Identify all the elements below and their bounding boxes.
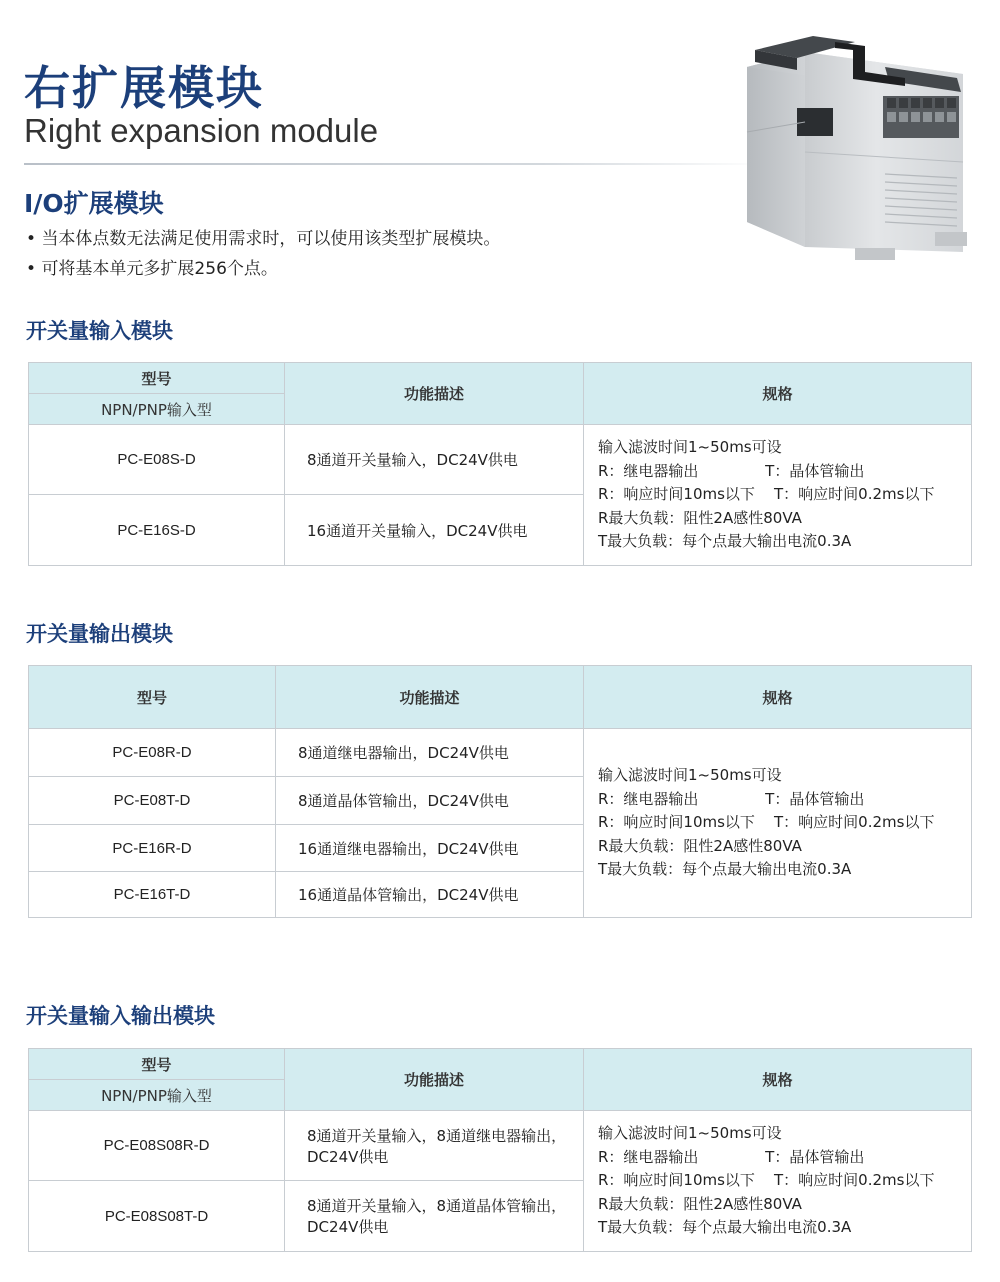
description-cell: 8通道晶体管输出，DC24V供电 (276, 777, 584, 825)
model-cell: PC-E08S08T-D (29, 1181, 285, 1252)
spec-line: R：响应时间10ms以下 T：响应时间0.2ms以下 (598, 485, 935, 504)
header-description: 功能描述 (285, 363, 584, 425)
page-title: 右扩展模块 (24, 61, 264, 115)
model-cell: PC-E08S-D (29, 425, 285, 495)
header-model-sub: NPN/PNP输入型 (29, 1080, 285, 1111)
spec-line: R最大负载：阻性2A感性80VA (598, 1194, 802, 1213)
input-module-title: 开关量输入模块 (26, 319, 173, 343)
feature-item: • 可将基本单元多扩展256个点。 (26, 254, 500, 284)
spec-line: T最大负载：每个点最大输出电流0.3A (598, 860, 852, 879)
spec-line: 输入滤波时间1~50ms可设 (598, 766, 782, 785)
description-cell: 8通道开关量输入，8通道继电器输出，DC24V供电 (285, 1111, 584, 1181)
spec-line: 输入滤波时间1~50ms可设 (598, 438, 782, 457)
model-cell: PC-E16T-D (29, 872, 276, 918)
description-cell: 8通道开关量输入，DC24V供电 (285, 425, 584, 495)
model-cell: PC-E08R-D (29, 729, 276, 777)
spec-line: R：响应时间10ms以下 T：响应时间0.2ms以下 (598, 1171, 935, 1190)
description-cell: 16通道晶体管输出，DC24V供电 (276, 872, 584, 918)
spec-line: R最大负载：阻性2A感性80VA (598, 508, 802, 527)
spec-line: R：继电器输出 T：晶体管输出 (598, 461, 865, 480)
header-spec: 规格 (584, 1049, 972, 1111)
description-cell: 8通道继电器输出，DC24V供电 (276, 729, 584, 777)
spec-cell (584, 425, 972, 566)
spec-cell (584, 729, 972, 918)
header-model: 型号 (29, 363, 285, 394)
io-module-title: 开关量输入输出模块 (26, 1004, 215, 1028)
spec-cell (584, 1111, 972, 1252)
page-subtitle: Right expansion module (24, 112, 379, 149)
header-model: 型号 (29, 666, 276, 729)
header-spec: 规格 (584, 666, 972, 729)
model-cell: PC-E08S08R-D (29, 1111, 285, 1181)
model-cell: PC-E08T-D (29, 777, 276, 825)
table-row (29, 425, 972, 495)
description-cell: 8通道开关量输入，8通道晶体管输出，DC24V供电 (285, 1181, 584, 1252)
io-module-table (28, 1048, 972, 1252)
header-model: 型号 (29, 1049, 285, 1080)
model-cell: PC-E16S-D (29, 495, 285, 566)
spec-line: R：响应时间10ms以下 T：响应时间0.2ms以下 (598, 813, 935, 832)
table-row (29, 729, 972, 777)
feature-item: • 当本体点数无法满足使用需求时，可以使用该类型扩展模块。 (26, 224, 500, 254)
description-cell: 16通道开关量输入，DC24V供电 (285, 495, 584, 566)
header-model-sub: NPN/PNP输入型 (29, 394, 285, 425)
io-section-title: I/O扩展模块 (24, 189, 164, 218)
model-cell: PC-E16R-D (29, 825, 276, 872)
table-row (29, 1111, 972, 1181)
header-description: 功能描述 (285, 1049, 584, 1111)
spec-line: R最大负载：阻性2A感性80VA (598, 836, 802, 855)
output-module-table (28, 665, 972, 918)
spec-line: T最大负载：每个点最大输出电流0.3A (598, 1218, 852, 1237)
description-cell: 16通道继电器输出，DC24V供电 (276, 825, 584, 872)
output-module-title: 开关量输出模块 (26, 622, 173, 646)
plc-expansion-module-image (735, 12, 975, 274)
spec-line: R：继电器输出 T：晶体管输出 (598, 789, 865, 808)
header-description: 功能描述 (276, 666, 584, 729)
feature-list (26, 224, 500, 284)
spec-line: 输入滤波时间1~50ms可设 (598, 1124, 782, 1143)
title-divider (24, 163, 764, 165)
input-module-table (28, 362, 972, 566)
spec-line: R：继电器输出 T：晶体管输出 (598, 1147, 865, 1166)
spec-line: T最大负载：每个点最大输出电流0.3A (598, 532, 852, 551)
header-spec: 规格 (584, 363, 972, 425)
